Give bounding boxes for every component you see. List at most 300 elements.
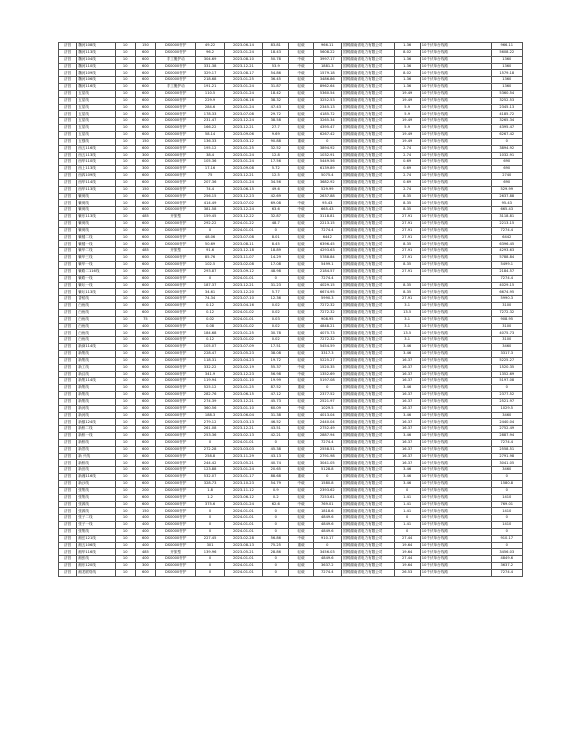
cell-open-capacity: 910.17 <box>491 535 522 542</box>
cell-line-type: 10千伏单台线路 <box>420 234 491 241</box>
cell-load-status: 轻载 <box>289 515 313 522</box>
cell-line-type: 10千伏单台线路 <box>420 528 491 535</box>
cell-load-rate: 0.9 <box>263 487 289 494</box>
cell-voltage: 10 <box>115 405 135 412</box>
cell-mobile-capacity: 16.37 <box>394 405 420 412</box>
cell-peak-date: 2023-01-25 <box>224 77 262 84</box>
cell-line-type: 10千伏单台线路 <box>420 118 491 125</box>
cell-peak-date: 2023-02-08 <box>224 262 262 269</box>
cell-available-capacity: 3997.17 <box>313 56 341 63</box>
cell-load-rate: 47.12 <box>263 392 289 399</box>
cell-line-name: 五星线 <box>77 104 115 111</box>
cell-county: 济昌 <box>59 378 77 385</box>
table-row <box>59 118 523 125</box>
cell-open-capacity: 3100 <box>491 323 522 330</box>
cell-peak-date: 2023-01-25 <box>224 385 262 392</box>
cell-capacity: 400 <box>135 556 155 563</box>
cell-available-capacity: 3894.92 <box>313 145 341 152</box>
cell-line-type: 10千伏单台线路 <box>420 111 491 118</box>
cell-available-capacity: 2440.04 <box>313 419 341 426</box>
table-row <box>59 49 523 56</box>
cell-peak-date: 2023-12-22 <box>224 214 262 221</box>
cell-line-name: 张源线 <box>77 501 115 508</box>
cell-equipment-type: DS0000杆护 <box>156 289 196 296</box>
cell-line-type: 10千伏单台线路 <box>420 535 491 542</box>
cell-mobile-capacity <box>394 275 420 282</box>
cell-company: 国网湖南省电力有限公司 <box>341 227 394 234</box>
cell-max-current: 102.5 <box>196 262 224 269</box>
cell-line-type: 10千伏单台线路 <box>420 152 491 159</box>
cell-company: 国网湖南省电力有限公司 <box>341 563 394 570</box>
cell-peak-date: 2023-01-17 <box>224 474 262 481</box>
cell-open-capacity: 2345.13 <box>491 104 522 111</box>
cell-capacity: 600 <box>135 569 155 576</box>
cell-load-status: 轻载 <box>289 159 313 166</box>
table-row <box>59 344 523 351</box>
cell-open-capacity: 0 <box>491 138 522 145</box>
cell-peak-date: 2023-09-12 <box>224 268 262 275</box>
cell-available-capacity: 769.01 <box>313 501 341 508</box>
cell-company: 国网湖南省电力有限公司 <box>341 433 394 440</box>
cell-company: 国网湖南省电力有限公司 <box>341 166 394 173</box>
cell-capacity: 600 <box>135 501 155 508</box>
cell-mobile-capacity: 0 <box>394 487 420 494</box>
cell-mobile-capacity: 16.37 <box>394 378 420 385</box>
cell-county: 济昌 <box>59 392 77 399</box>
cell-capacity: 600 <box>135 97 155 104</box>
cell-line-type: 10千伏单台线路 <box>420 433 491 440</box>
cell-line-type: 10千伏单台线路 <box>420 56 491 63</box>
cell-available-capacity: 5225.27 <box>313 357 341 364</box>
cell-load-rate: 54.86 <box>263 70 289 77</box>
cell-voltage: 10 <box>115 522 135 529</box>
cell-voltage: 10 <box>115 412 135 419</box>
cell-voltage: 10 <box>115 49 135 56</box>
cell-load-rate: 46.52 <box>263 419 289 426</box>
cell-company: 国网湖南省电力有限公司 <box>341 70 394 77</box>
cell-line-type: 10千伏单台线路 <box>420 145 491 152</box>
cell-line-type: 10千伏单台线路 <box>420 364 491 371</box>
table-row <box>59 241 523 248</box>
cell-voltage: 10 <box>115 214 135 221</box>
cell-county: 济昌 <box>59 262 77 269</box>
cell-load-status: 中载 <box>289 481 313 488</box>
cell-peak-date: 2024-01-01 <box>224 275 262 282</box>
cell-max-current: 123.88 <box>196 467 224 474</box>
cell-max-current: 48.06 <box>196 234 224 241</box>
cell-mobile-capacity: 3.1 <box>394 337 420 344</box>
cell-open-capacity: 1360 <box>491 56 522 63</box>
cell-mobile-capacity: 0.69 <box>394 159 420 166</box>
cell-county: 济昌 <box>59 426 77 433</box>
table-row <box>59 262 523 269</box>
cell-open-capacity: 529.99 <box>491 186 522 193</box>
cell-voltage: 10 <box>115 131 135 138</box>
cell-county: 济昌 <box>59 453 77 460</box>
cell-county: 济昌 <box>59 508 77 515</box>
cell-load-rate: 5.72 <box>263 166 289 173</box>
cell-company: 国网湖南省电力有限公司 <box>341 549 394 556</box>
cell-county: 济昌 <box>59 337 77 344</box>
cell-load-status: 轻载 <box>289 460 313 467</box>
cell-load-rate: 36.45 <box>263 77 289 84</box>
cell-mobile-capacity: 27.91 <box>394 268 420 275</box>
cell-available-capacity: 8962.64 <box>313 84 341 91</box>
cell-equipment-type: DS0000杆护 <box>156 453 196 460</box>
cell-load-status: 轻载 <box>289 467 313 474</box>
cell-mobile-capacity: 1.41 <box>394 494 420 501</box>
cell-capacity: 600 <box>135 350 155 357</box>
cell-capacity: 400 <box>135 323 155 330</box>
table-row <box>59 426 523 433</box>
cell-voltage: 10 <box>115 118 135 125</box>
cell-load-rate: 38.08 <box>263 350 289 357</box>
cell-open-capacity: 5990.3 <box>491 296 522 303</box>
cell-load-status: 轻载 <box>289 84 313 91</box>
cell-load-rate: 0 <box>263 515 289 522</box>
cell-load-rate: 55.37 <box>263 364 289 371</box>
cell-open-capacity: 1580.8 <box>491 481 522 488</box>
cell-load-status: 轻载 <box>289 426 313 433</box>
cell-voltage: 10 <box>115 508 135 515</box>
cell-open-capacity: 665.43 <box>491 207 522 214</box>
table-row <box>59 179 523 186</box>
cell-max-current: 159.45 <box>196 214 224 221</box>
cell-mobile-capacity: 0.69 <box>394 179 420 186</box>
cell-peak-date: 2023-01-25 <box>224 330 262 337</box>
cell-open-capacity: 4185.72 <box>491 111 522 118</box>
cell-capacity: 150 <box>135 43 155 50</box>
cell-peak-date: 2023-12-24 <box>224 207 262 214</box>
cell-equipment-type: DS0000杆护 <box>156 104 196 111</box>
cell-peak-date: 2023-01-24 <box>224 159 262 166</box>
cell-load-status: 轻载 <box>289 494 313 501</box>
cell-peak-date: 2023-09-08 <box>224 166 262 173</box>
cell-line-name: 紫路一线 <box>77 275 115 282</box>
cell-load-status: 轻载 <box>289 282 313 289</box>
cell-company: 国网湖南省电力有限公司 <box>341 145 394 152</box>
cell-capacity: 150 <box>135 186 155 193</box>
cell-equipment-type: DS0000杆护 <box>156 494 196 501</box>
cell-mobile-capacity: 1.36 <box>394 77 420 84</box>
cell-peak-date: 2023-06-04 <box>224 412 262 419</box>
cell-max-current: 50.69 <box>196 241 224 248</box>
cell-open-capacity: 6442 <box>491 234 522 241</box>
cell-mobile-capacity: 3.1 <box>394 316 420 323</box>
cell-load-rate: 43.13 <box>263 453 289 460</box>
cell-company: 国网湖南省电力有限公司 <box>341 364 394 371</box>
cell-equipment-type: 开旅型 <box>156 549 196 556</box>
cell-available-capacity: 1029.5 <box>313 405 341 412</box>
cell-equipment-type: DS0000杆护 <box>156 433 196 440</box>
cell-peak-date: 2024-01-01 <box>224 563 262 570</box>
cell-max-current: 381.58 <box>196 207 224 214</box>
cell-equipment-type: DS0000杆护 <box>156 446 196 453</box>
table-row <box>59 90 523 97</box>
cell-line-name: 五星线 <box>77 131 115 138</box>
cell-load-status: 轻载 <box>289 152 313 159</box>
cell-equipment-type: DS0000杆护 <box>156 316 196 323</box>
cell-capacity: 400 <box>135 515 155 522</box>
cell-available-capacity: 7253.61 <box>313 494 341 501</box>
cell-load-rate: 31.87 <box>263 84 289 91</box>
cell-load-status: 重载 <box>289 474 313 481</box>
cell-peak-date: 2023-06-15 <box>224 392 262 399</box>
cell-load-status: 轻载 <box>289 289 313 296</box>
cell-capacity: 600 <box>135 282 155 289</box>
cell-equipment-type: DS0000杆护 <box>156 330 196 337</box>
cell-mobile-capacity: 3.1 <box>394 323 420 330</box>
cell-voltage: 10 <box>115 398 135 405</box>
cell-mobile-capacity: 0 <box>394 528 420 535</box>
cell-peak-date: 2023-05-21 <box>224 549 262 556</box>
cell-mobile-capacity: 3.46 <box>394 412 420 419</box>
cell-load-rate: 30.78 <box>263 330 289 337</box>
table-row <box>59 159 523 166</box>
cell-equipment-type: DS0000杆护 <box>156 179 196 186</box>
cell-line-name: 五星线 <box>77 111 115 118</box>
cell-load-status: 轻载 <box>289 145 313 152</box>
cell-open-capacity: 2213.15 <box>491 220 522 227</box>
cell-line-name: 香稻线 <box>77 296 115 303</box>
cell-equipment-type: DS0000杆护 <box>156 118 196 125</box>
cell-line-name: 新工线 <box>77 364 115 371</box>
cell-company: 国网湖南省电力有限公司 <box>341 125 394 132</box>
cell-load-rate: 56.86 <box>263 535 289 542</box>
table-row <box>59 97 523 104</box>
cell-line-type: 10千伏单台线路 <box>420 508 491 515</box>
cell-company: 国网湖南省电力有限公司 <box>341 426 394 433</box>
cell-voltage: 10 <box>115 296 135 303</box>
cell-line-type: 10千伏单台线路 <box>420 84 491 91</box>
cell-load-rate: 18.43 <box>263 49 289 56</box>
cell-equipment-type: DS0000杆护 <box>156 357 196 364</box>
cell-company: 国网湖南省电力有限公司 <box>341 179 394 186</box>
cell-open-capacity: 2752.49 <box>491 426 522 433</box>
cell-county: 济昌 <box>59 556 77 563</box>
cell-county: 济昌 <box>59 446 77 453</box>
table-row <box>59 214 523 221</box>
cell-available-capacity: 1032.91 <box>313 152 341 159</box>
cell-mobile-capacity: 16.37 <box>394 371 420 378</box>
cell-voltage: 10 <box>115 63 135 70</box>
cell-capacity: 600 <box>135 405 155 412</box>
cell-mobile-capacity: 16.37 <box>394 426 420 433</box>
cell-load-status: 轻载 <box>289 330 313 337</box>
cell-line-type: 10千伏单台线路 <box>420 378 491 385</box>
cell-load-status: 轻载 <box>289 549 313 556</box>
cell-equipment-type: DS0000杆护 <box>156 70 196 77</box>
cell-load-status: 轻载 <box>289 104 313 111</box>
cell-peak-date: 2023-12-18 <box>224 248 262 255</box>
cell-company: 国网湖南省电力有限公司 <box>341 501 394 508</box>
cell-open-capacity: 1352.69 <box>491 371 522 378</box>
cell-equipment-type: DS0000杆护 <box>156 364 196 371</box>
cell-company: 国网湖南省电力有限公司 <box>341 419 394 426</box>
cell-capacity: 600 <box>135 433 155 440</box>
table-row <box>59 378 523 385</box>
cell-company: 国网湖南省电力有限公司 <box>341 467 394 474</box>
cell-equipment-type: DS0000杆护 <box>156 43 196 50</box>
table-row <box>59 371 523 378</box>
cell-company: 国网湖南省电力有限公司 <box>341 535 394 542</box>
cell-load-status: 中载 <box>289 535 313 542</box>
cell-equipment-type: DS0000杆护 <box>156 255 196 262</box>
cell-company: 国网湖南省电力有限公司 <box>341 357 394 364</box>
cell-voltage: 10 <box>115 528 135 535</box>
cell-load-status: 轻载 <box>289 344 313 351</box>
cell-line-name: 紫楼二线 <box>77 234 115 241</box>
table-row <box>59 56 523 63</box>
cell-open-capacity: 3894.92 <box>491 145 522 152</box>
cell-company: 国网湖南省电力有限公司 <box>341 77 394 84</box>
cell-line-type: 10千伏单台线路 <box>420 207 491 214</box>
cell-open-capacity: 3637.2 <box>491 563 522 570</box>
cell-mobile-capacity: 1.41 <box>394 508 420 515</box>
cell-mobile-capacity: 8.35 <box>394 207 420 214</box>
cell-mobile-capacity: 19.49 <box>394 131 420 138</box>
cell-equipment-type: DS0000杆护 <box>156 467 196 474</box>
table-row <box>59 501 523 508</box>
cell-county: 济昌 <box>59 166 77 173</box>
cell-line-name: 紫荷线 <box>77 227 115 234</box>
cell-capacity: 600 <box>135 104 155 111</box>
cell-capacity: 600 <box>135 460 155 467</box>
cell-load-status: 轻载 <box>289 357 313 364</box>
cell-load-status: 轻载 <box>289 179 313 186</box>
cell-max-current: 525.12 <box>196 385 224 392</box>
cell-line-name: 五强线 <box>77 138 115 145</box>
cell-load-rate: 60.09 <box>263 405 289 412</box>
cell-county: 济昌 <box>59 200 77 207</box>
cell-load-status: 轻载 <box>289 248 313 255</box>
cell-line-name: 紫坛一线 <box>77 282 115 289</box>
cell-available-capacity: 5075.4 <box>313 173 341 180</box>
cell-max-current: 96.2 <box>196 49 224 56</box>
cell-open-capacity: 1032.91 <box>491 152 522 159</box>
cell-available-capacity: 3118.81 <box>313 214 341 221</box>
cell-equipment-type: DS0000杆护 <box>156 63 196 70</box>
cell-capacity: 600 <box>135 241 155 248</box>
cell-voltage: 10 <box>115 248 135 255</box>
cell-available-capacity: 7272.32 <box>313 337 341 344</box>
cell-peak-date: 2023-11-12 <box>224 487 262 494</box>
cell-county: 济昌 <box>59 289 77 296</box>
cell-peak-date: 2023-06-14 <box>224 43 262 50</box>
cell-peak-date: 2023-12-23 <box>224 193 262 200</box>
cell-voltage: 10 <box>115 419 135 426</box>
cell-company: 国网湖南省电力有限公司 <box>341 200 394 207</box>
cell-open-capacity: 1029.5 <box>491 405 522 412</box>
cell-open-capacity: 3041.05 <box>491 460 522 467</box>
cell-equipment-type: DS0000杆护 <box>156 49 196 56</box>
cell-max-current: 0 <box>196 227 224 234</box>
cell-line-type: 10千伏单台线路 <box>420 125 491 132</box>
cell-capacity: 150 <box>135 138 155 145</box>
cell-equipment-type: DS0000杆护 <box>156 371 196 378</box>
cell-equipment-type: DS0000杆护 <box>156 262 196 269</box>
cell-max-current: 110.5 <box>196 90 224 97</box>
cell-capacity: 200 <box>135 487 155 494</box>
cell-load-rate: 0.02 <box>263 303 289 310</box>
cell-line-type: 10千伏单台线路 <box>420 166 491 173</box>
cell-line-name: 新田线 <box>77 467 115 474</box>
cell-mobile-capacity: 27.91 <box>394 227 420 234</box>
cell-open-capacity: 0 <box>491 385 522 392</box>
cell-available-capacity: 7272.32 <box>313 309 341 316</box>
cell-company: 国网湖南省电力有限公司 <box>341 43 394 50</box>
cell-available-capacity: 5454.59 <box>313 344 341 351</box>
cell-capacity: 600 <box>135 179 155 186</box>
cell-company: 国网湖南省电力有限公司 <box>341 214 394 221</box>
cell-load-rate: 17.56 <box>263 159 289 166</box>
cell-company: 国网湖南省电力有限公司 <box>341 515 394 522</box>
cell-open-capacity: 95.43 <box>491 200 522 207</box>
cell-load-status: 轻载 <box>289 125 313 132</box>
cell-peak-date: 2023-08-13 <box>224 542 262 549</box>
cell-open-capacity: 3460 <box>491 412 522 419</box>
cell-open-capacity: 2377.52 <box>491 392 522 399</box>
cell-county: 济昌 <box>59 364 77 371</box>
cell-mobile-capacity: 2.74 <box>394 186 420 193</box>
cell-mobile-capacity: 13.5 <box>394 330 420 337</box>
cell-capacity: 600 <box>135 446 155 453</box>
cell-load-status: 轻载 <box>289 255 313 262</box>
table-row <box>59 193 523 200</box>
cell-company: 国网湖南省电力有限公司 <box>341 344 394 351</box>
cell-equipment-type: DS0000杆护 <box>156 460 196 467</box>
cell-line-name: 白鱼线 <box>77 309 115 316</box>
cell-capacity: 600 <box>135 364 155 371</box>
cell-county: 济昌 <box>59 111 77 118</box>
cell-line-name: 白鱼线 <box>77 316 115 323</box>
cell-capacity: 600 <box>135 159 155 166</box>
cell-available-capacity: 2345.13 <box>313 104 341 111</box>
cell-capacity: 400 <box>135 528 155 535</box>
cell-load-status: 中载 <box>289 63 313 70</box>
cell-available-capacity: 1520.35 <box>313 364 341 371</box>
cell-voltage: 10 <box>115 556 135 563</box>
cell-peak-date: 2024-01-01 <box>224 227 262 234</box>
cell-peak-date: 2024-01-01 <box>224 528 262 535</box>
cell-company: 国网湖南省电力有限公司 <box>341 316 394 323</box>
cell-county: 济昌 <box>59 173 77 180</box>
cell-company: 国网湖南省电力有限公司 <box>341 309 394 316</box>
cell-company: 国网湖南省电力有限公司 <box>341 56 394 63</box>
cell-county: 济昌 <box>59 118 77 125</box>
cell-load-rate: 87.52 <box>263 385 289 392</box>
cell-open-capacity: 0 <box>491 487 522 494</box>
cell-line-name: 湘张线 <box>77 556 115 563</box>
cell-line-name: 五星线 <box>77 118 115 125</box>
cell-load-status: 重载 <box>289 385 313 392</box>
table-row <box>59 70 523 77</box>
cell-load-rate: 42.69 <box>263 193 289 200</box>
cell-capacity: 600 <box>135 227 155 234</box>
cell-load-status: 轻载 <box>289 118 313 125</box>
cell-equipment-type: DS0000杆护 <box>156 419 196 426</box>
cell-max-current: 0.12 <box>196 309 224 316</box>
cell-capacity: 600 <box>135 412 155 419</box>
cell-county: 济昌 <box>59 522 77 529</box>
cell-available-capacity: 5499.1 <box>313 262 341 269</box>
cell-equipment-type: DS0000杆护 <box>156 268 196 275</box>
cell-equipment-type: DS0000杆护 <box>156 193 196 200</box>
cell-mobile-capacity: 2.74 <box>394 152 420 159</box>
cell-available-capacity: 2887.94 <box>313 433 341 440</box>
cell-max-current: 0 <box>196 556 224 563</box>
cell-peak-date: 2023-12-21 <box>224 63 262 70</box>
